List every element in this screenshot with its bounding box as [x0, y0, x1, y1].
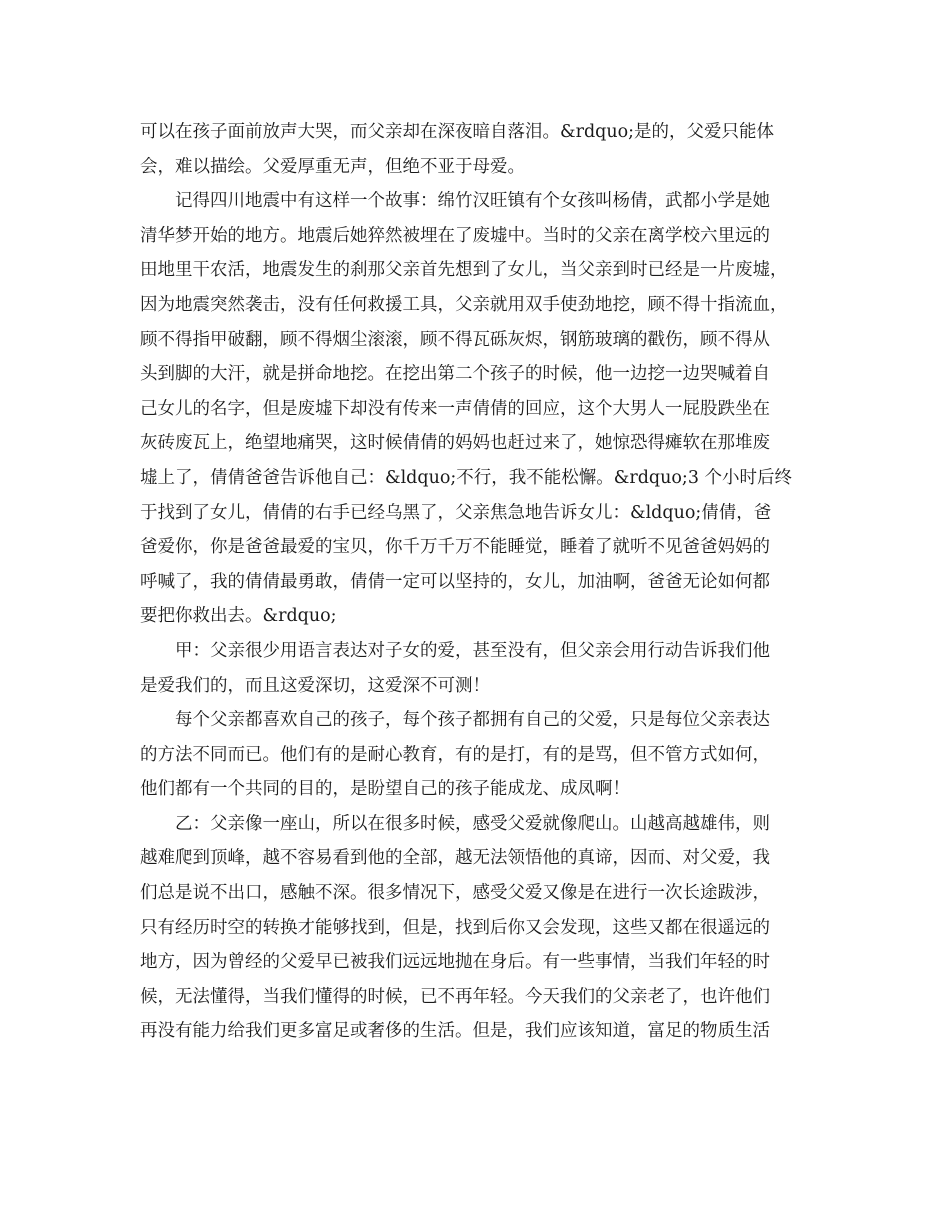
text-line: 甲：父亲很少用语言表达对子女的爱，甚至没有，但父亲会用行动告诉我们他	[175, 640, 770, 661]
document-body	[140, 115, 830, 1049]
text-line: 地方，因为曾经的父爱早已被我们远远地抛在身后。有一些事情，当我们年轻的时	[140, 952, 770, 973]
text-line: 每个父亲都喜欢自己的孩子，每个孩子都拥有自己的父爱，只是每位父亲表达	[175, 710, 770, 731]
text-line: 头到脚的大汗，就是拼命地挖。在挖出第二个孩子的时候，他一边挖一边哭喊着自	[140, 364, 770, 385]
text-line: 因为地震突然袭击，没有任何救援工具，父亲就用双手使劲地挖，顾不得十指流血，	[140, 294, 788, 315]
text-line: 们总是说不出口，感触不深。很多情况下，感受父爱又像是在进行一次长途跋涉，	[140, 883, 770, 904]
text-line: 再没有能力给我们更多富足或奢侈的生活。但是，我们应该知道，富足的物质生活	[140, 1021, 770, 1042]
text-line: 乙：父亲像一座山，所以在很多时候，感受父爱就像爬山。山越高越雄伟，则	[175, 813, 770, 834]
text-line: 是爱我们的，而且这爱深切，这爱深不可测！	[140, 675, 490, 696]
text-line: 要把你救出去。&rdquo;	[140, 606, 337, 627]
text-line: 爸爱你，你是爸爸最爱的宝贝，你千万千万不能睡觉，睡着了就听不见爸爸妈妈的	[140, 537, 770, 558]
text-line: 灰砖废瓦上，绝望地痛哭，这时候倩倩的妈妈也赶过来了，她惊恐得瘫软在那堆废	[140, 433, 770, 454]
text-line: 己女儿的名字，但是废墟下却没有传来一声倩倩的回应，这个大男人一屁股跌坐在	[140, 398, 770, 419]
text-line: 墟上了，倩倩爸爸告诉他自己：&ldquo;不行，我不能松懈。&rdquo;3 个小时后终	[140, 467, 793, 488]
text-line: 于找到了女儿，倩倩的右手已经乌黑了，父亲焦急地告诉女儿：&ldquo;倩倩，爸	[140, 502, 772, 523]
text-line: 候，无法懂得，当我们懂得的时候，已不再年轻。今天我们的父亲老了，也许他们	[140, 986, 770, 1007]
text-line: 他们都有一个共同的目的，是盼望自己的孩子能成龙、成凤啊！	[140, 779, 630, 800]
text-line: 顾不得指甲破翻，顾不得烟尘滚滚，顾不得瓦砾灰烬，钢筋玻璃的戳伤，顾不得从	[140, 329, 770, 350]
text-line: 的方法不同而已。他们有的是耐心教育，有的是打，有的是骂，但不管方式如何，	[140, 744, 770, 765]
text-line: 越难爬到顶峰，越不容易看到他的全部，越无法领悟他的真谛，因而、对父爱，我	[140, 848, 770, 869]
text-line: 可以在孩子面前放声大哭，而父亲却在深夜暗自落泪。&rdquo;是的，父爱只能体	[140, 122, 775, 142]
text-line: 只有经历时空的转换才能够找到，但是，找到后你又会发现，这些又都在很遥远的	[140, 917, 770, 938]
text-line: 呼喊了，我的倩倩最勇敢，倩倩一定可以坚持的，女儿，加油啊，爸爸无论如何都	[140, 571, 770, 592]
text-line: 会，难以描绘。父爱厚重无声，但绝不亚于母爱。	[140, 156, 525, 177]
text-line: 田地里干农活，地震发生的刹那父亲首先想到了女儿，当父亲到时已经是一片废墟，	[140, 260, 788, 281]
text-line: 清华梦开始的地方。地震后她猝然被埋在了废墟中。当时的父亲在离学校六里远的	[140, 225, 770, 246]
text-line: 记得四川地震中有这样一个故事：绵竹汉旺镇有个女孩叫杨倩，武都小学是她	[175, 191, 770, 212]
